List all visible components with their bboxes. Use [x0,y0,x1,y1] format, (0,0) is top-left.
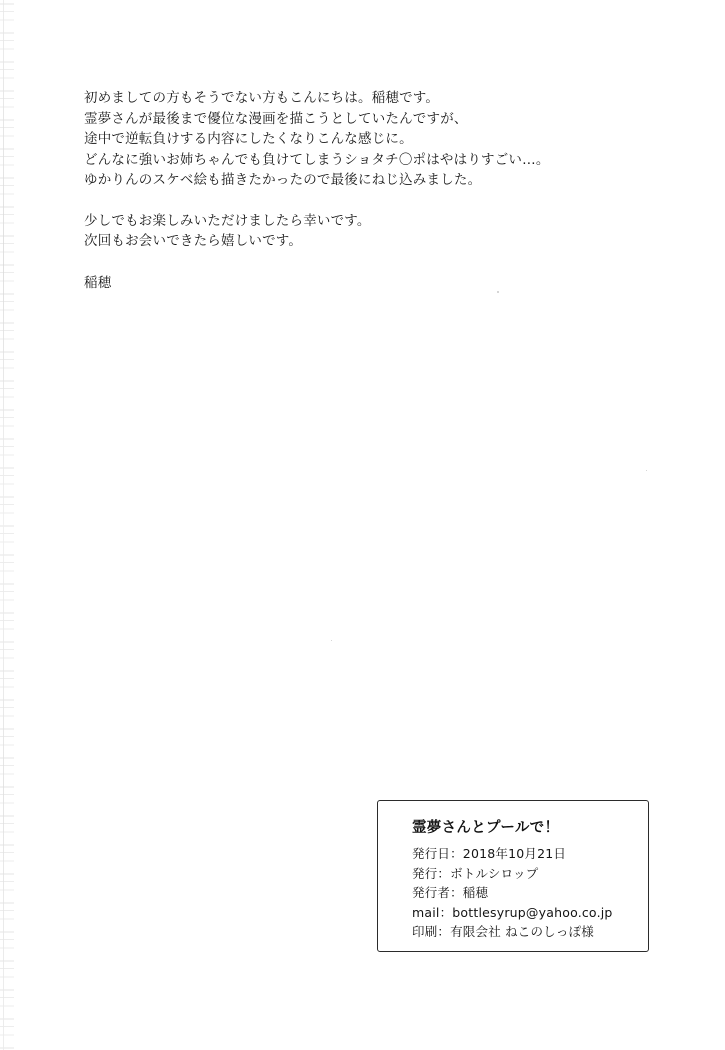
afterword-closing-line: 次回もお会いできたら嬉しいです。 [84,233,303,249]
afterword-line: 初めましての方もそうでない方もこんにちは。稲穂です。 [84,90,440,106]
colophon-publish-date: 発行日：2018年10月21日 [412,846,567,861]
afterword-text-block [84,88,644,293]
paragraph-gap [84,191,644,211]
page-speck [331,640,332,641]
afterword-line: 途中で逆転負けする内容にしたくなりこんな感じに。 [84,131,413,147]
afterword-closing-line: 少しでもお楽しみいただけましたら幸いです。 [84,212,371,229]
colophon-title: 霊夢さんとプールで！ [412,820,560,836]
colophon-author: 発行者：稲穂 [412,885,489,900]
page-speck [646,470,647,471]
afterword-line: 霊夢さんが最後まで優位な漫画を描こうとしていたんですが、 [84,110,468,127]
scan-edge-artifact [0,0,14,1050]
afterword-line: どんなに強いお姉ちゃんでも負けてしまうショタチ〇ポはやはりすごい…。 [84,151,550,168]
author-signature: 稲穂 [84,274,112,291]
colophon-mail: mail：bottlesyrup@yahoo.co.jp [412,904,613,920]
colophon-printer: 印刷：有限会社 ねこのしっぽ様 [412,924,594,939]
colophon-box [377,800,649,952]
afterword-line: ゆかりんのスケベ絵も描きたかったので最後にねじ込みました。 [84,172,482,188]
colophon-circle: 発行：ボトルシロップ [412,865,539,881]
